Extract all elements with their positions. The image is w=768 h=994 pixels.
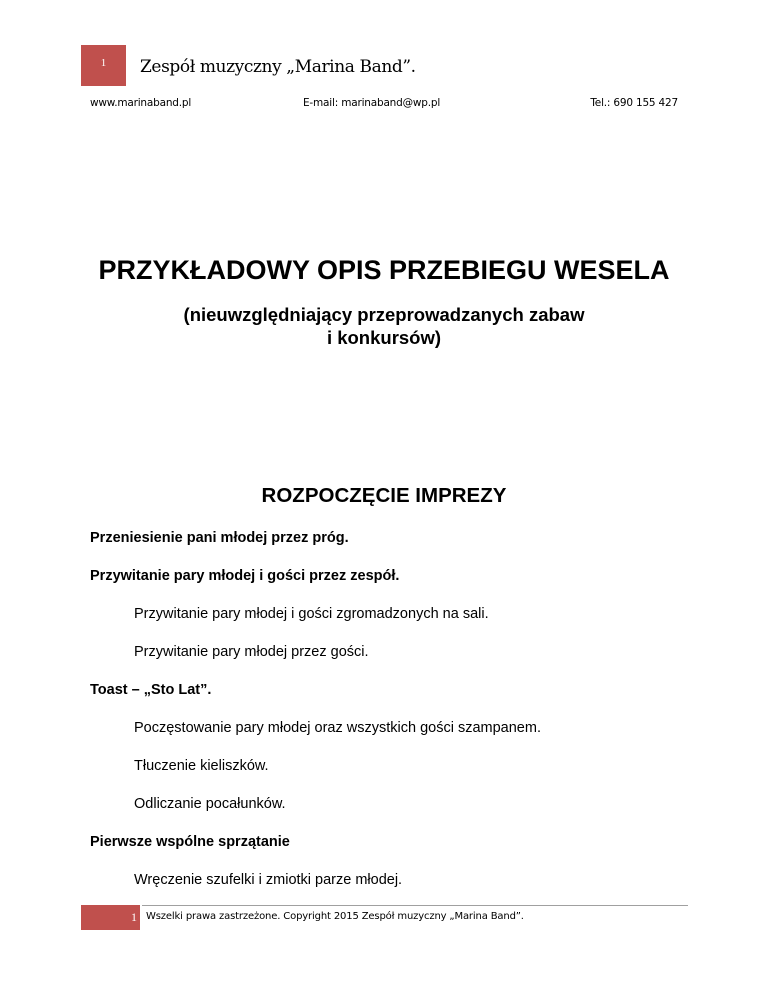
program-heading: Toast – „Sto Lat”. <box>90 682 212 698</box>
program-item: Przywitanie pary młodej przez gości. <box>134 644 369 660</box>
program-item: Wręczenie szufelki i zmiotki parze młodej. <box>134 872 403 888</box>
program-item: Tłuczenie kieliszków. <box>134 758 269 774</box>
footer-divider <box>142 905 688 906</box>
subtitle-line-2: i konkursów) <box>326 327 442 348</box>
header-page-number: 1 <box>100 57 107 69</box>
program-item: Poczęstowanie pary młodej oraz wszystkich gości szampanem. <box>134 720 541 736</box>
header-contacts <box>90 97 678 111</box>
program-heading: Pierwsze wspólne sprzątanie <box>90 834 290 850</box>
footer-copyright: Wszelki prawa zastrzeżone. Copyright 2015 Zespół muzyczny „Marina Band”. <box>146 911 524 922</box>
document-subtitle <box>0 303 768 349</box>
header-title: Zespół muzyczny „Marina Band”. <box>140 57 416 77</box>
program-heading: Przeniesienie pani młodej przez próg. <box>90 530 349 546</box>
program-list <box>90 530 690 889</box>
program-heading: Przywitanie pary młodej i gości przez zespół. <box>90 568 400 584</box>
section-title: ROZPOCZĘCIE IMPREZY <box>261 484 507 507</box>
document-title: PRZYKŁADOWY OPIS PRZEBIEGU WESELA <box>98 255 670 285</box>
header-email: E-mail: marinaband@wp.pl <box>303 97 441 109</box>
header-phone: Tel.: 690 155 427 <box>590 97 678 109</box>
header-page-number-badge <box>81 45 126 86</box>
header-website: www.marinaband.pl <box>90 97 192 109</box>
program-item: Odliczanie pocałunków. <box>134 796 286 812</box>
footer-page-number: 1 <box>131 910 137 924</box>
footer-page-number-badge <box>81 905 140 930</box>
program-item: Przywitanie pary młodej i gości zgromadzonych na sali. <box>134 606 489 622</box>
subtitle-line-1: (nieuwzględniający przeprowadzanych zabaw <box>183 304 585 325</box>
